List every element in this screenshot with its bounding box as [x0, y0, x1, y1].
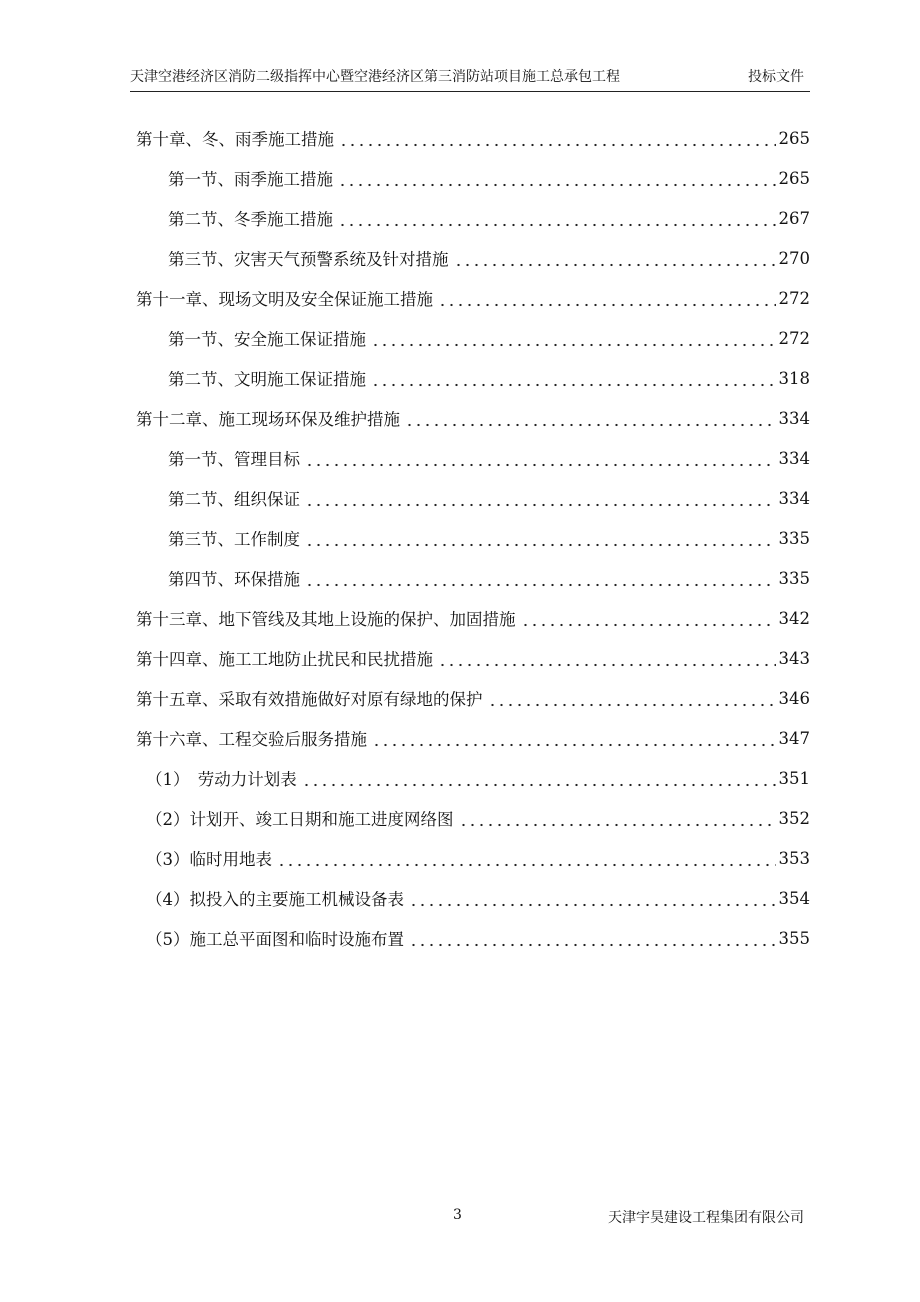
toc-entry[interactable] [136, 478, 810, 518]
toc-entry[interactable] [136, 438, 810, 478]
toc-entry-title: 第十五章、采取有效措施做好对原有绿地的保护 [136, 690, 483, 709]
toc-entry-page-number: 335 [778, 568, 810, 588]
dot-leader [371, 369, 776, 387]
toc-entry-title: 第一节、雨季施工措施 [168, 170, 333, 189]
toc-entry-title: 第十四章、施工工地防止扰民和民扰措施 [136, 650, 433, 669]
toc-entry[interactable] [136, 118, 810, 158]
toc-entry[interactable] [136, 318, 810, 358]
toc-entry-page-number: 335 [778, 528, 810, 548]
toc-entry[interactable] [136, 718, 810, 758]
toc-entry[interactable] [136, 398, 810, 438]
page-header [130, 64, 804, 86]
toc-entry-page-number: 352 [778, 808, 810, 828]
dot-leader [277, 849, 776, 867]
toc-entry-page-number: 355 [778, 928, 810, 948]
toc-entry-title: （1） 劳动力计划表 [146, 770, 297, 789]
dot-leader [438, 649, 776, 667]
toc-entry-page-number: 343 [778, 648, 810, 668]
toc-entry[interactable] [136, 918, 810, 958]
dot-leader [302, 769, 776, 787]
toc-entry-title: 第十二章、施工现场环保及维护措施 [136, 410, 400, 429]
toc-entry-page-number: 265 [778, 168, 810, 188]
toc-entry[interactable] [136, 518, 810, 558]
toc-entry-page-number: 334 [778, 448, 810, 468]
toc-entry-page-number: 353 [778, 848, 810, 868]
toc-entry-page-number: 318 [778, 368, 810, 388]
dot-leader [339, 129, 776, 147]
toc-entry-title: 第二节、组织保证 [168, 490, 300, 509]
toc-entry-page-number: 346 [778, 688, 810, 708]
toc-entry-page-number: 272 [778, 288, 810, 308]
toc-entry-page-number: 265 [778, 128, 810, 148]
table-of-contents [136, 118, 810, 958]
toc-entry[interactable] [136, 278, 810, 318]
toc-entry[interactable] [136, 758, 810, 798]
dot-leader [338, 169, 776, 187]
toc-entry[interactable] [136, 238, 810, 278]
toc-entry-title: （2）计划开、竣工日期和施工进度网络图 [146, 810, 454, 829]
dot-leader [338, 209, 776, 227]
toc-entry[interactable] [136, 158, 810, 198]
toc-entry-title: 第二节、文明施工保证措施 [168, 370, 366, 389]
dot-leader [305, 529, 776, 547]
dot-leader [405, 409, 776, 427]
dot-leader [521, 609, 776, 627]
dot-leader [305, 449, 776, 467]
toc-entry-title: 第十一章、现场文明及安全保证施工措施 [136, 290, 433, 309]
dot-leader [371, 329, 776, 347]
toc-entry[interactable] [136, 358, 810, 398]
toc-entry-title: 第三节、灾害天气预警系统及针对措施 [168, 250, 449, 269]
dot-leader [372, 729, 776, 747]
dot-leader [488, 689, 776, 707]
toc-entry[interactable] [136, 638, 810, 678]
dot-leader [459, 809, 776, 827]
toc-entry-page-number: 334 [778, 408, 810, 428]
toc-entry-title: 第四节、环保措施 [168, 570, 300, 589]
dot-leader [305, 569, 776, 587]
toc-entry-title: 第二节、冬季施工措施 [168, 210, 333, 229]
dot-leader [409, 929, 776, 947]
toc-entry-title: 第十章、冬、雨季施工措施 [136, 130, 334, 149]
toc-entry[interactable] [136, 798, 810, 838]
toc-entry-page-number: 342 [778, 608, 810, 628]
toc-entry-page-number: 354 [778, 888, 810, 908]
toc-entry-page-number: 272 [778, 328, 810, 348]
page-number: 3 [453, 1207, 462, 1223]
dot-leader [438, 289, 776, 307]
toc-entry-page-number: 351 [778, 768, 810, 788]
toc-entry-title: （3）临时用地表 [146, 850, 272, 869]
toc-entry[interactable] [136, 878, 810, 918]
toc-entry-page-number: 334 [778, 488, 810, 508]
toc-entry-title: （5）施工总平面图和临时设施布置 [146, 930, 404, 949]
dot-leader [409, 889, 776, 907]
toc-entry[interactable] [136, 838, 810, 878]
toc-entry-title: 第一节、安全施工保证措施 [168, 330, 366, 349]
company-name: 天津宇昊建设工程集团有限公司 [608, 1210, 804, 1226]
document-title: 天津空港经济区消防二级指挥中心暨空港经济区第三消防站项目施工总承包工程 [130, 69, 620, 85]
toc-entry-title: 第一节、管理目标 [168, 450, 300, 469]
toc-entry[interactable] [136, 558, 810, 598]
toc-entry-title: 第十三章、地下管线及其地上设施的保护、加固措施 [136, 610, 516, 629]
toc-entry[interactable] [136, 598, 810, 638]
toc-entry-page-number: 267 [778, 208, 810, 228]
dot-leader [305, 489, 776, 507]
toc-entry-title: 第十六章、工程交验后服务措施 [136, 730, 367, 749]
toc-entry-page-number: 347 [778, 728, 810, 748]
toc-entry-page-number: 270 [778, 248, 810, 268]
header-divider [130, 91, 810, 92]
document-type-label: 投标文件 [748, 69, 804, 85]
toc-entry[interactable] [136, 678, 810, 718]
page-footer [0, 1207, 920, 1227]
dot-leader [454, 249, 776, 267]
toc-entry[interactable] [136, 198, 810, 238]
toc-entry-title: （4）拟投入的主要施工机械设备表 [146, 890, 404, 909]
toc-entry-title: 第三节、工作制度 [168, 530, 300, 549]
